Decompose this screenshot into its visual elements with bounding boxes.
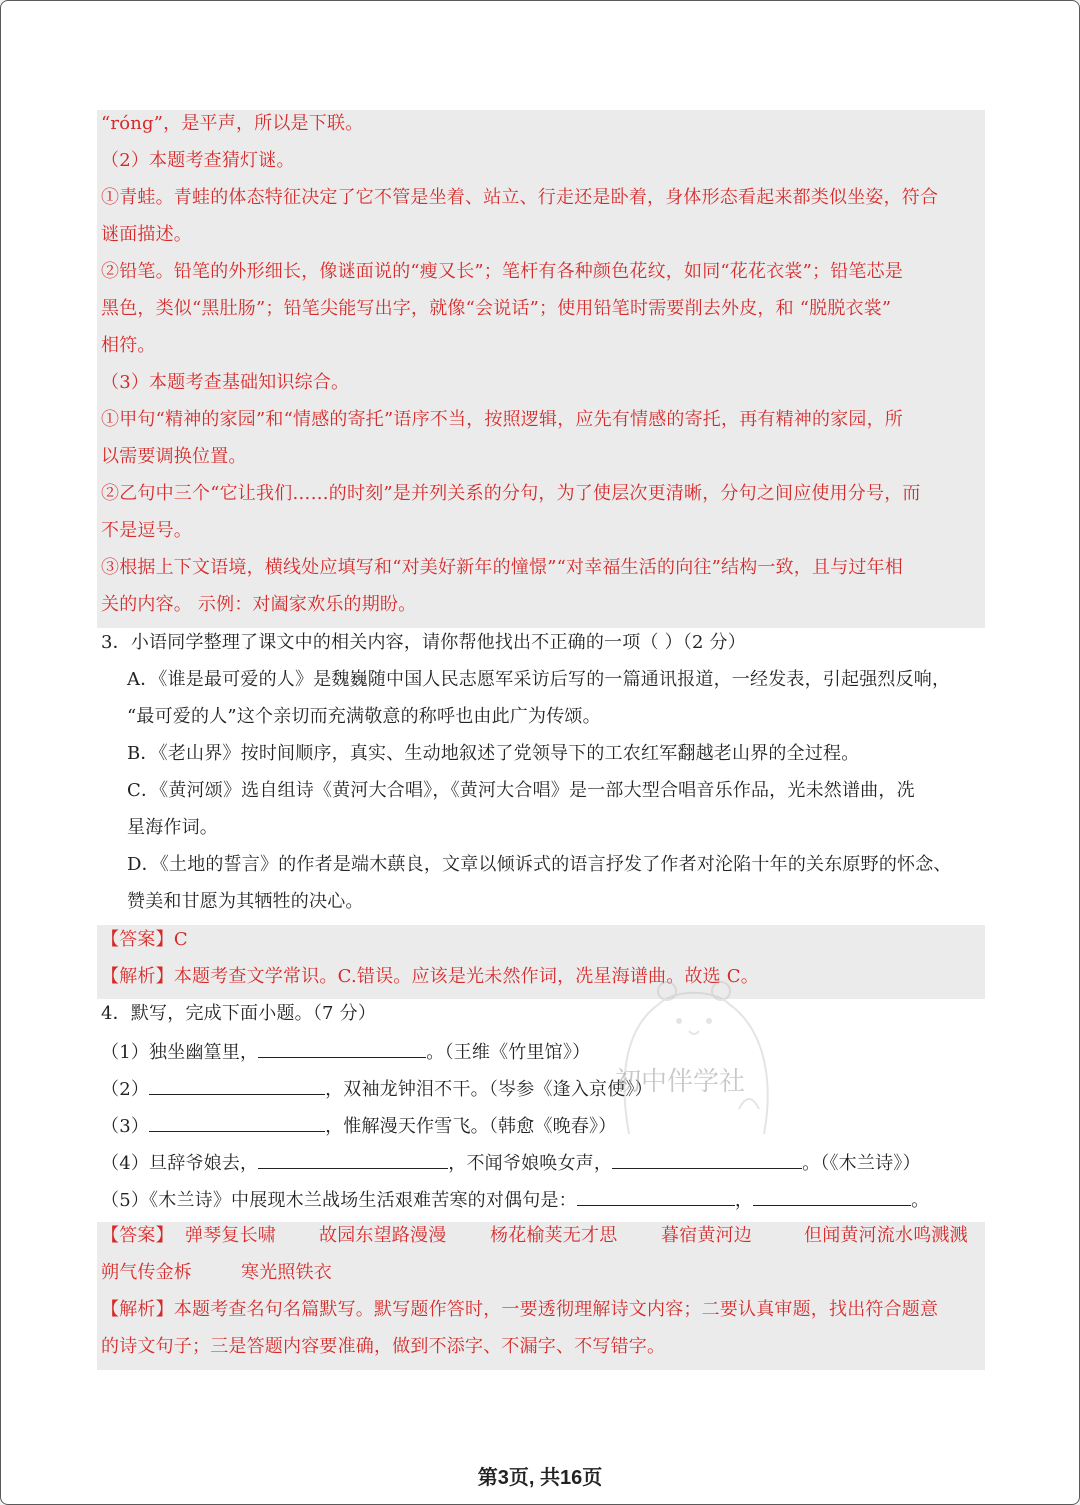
analysis-line: “róng”，是平声，所以是下联。 bbox=[101, 113, 364, 134]
watermark-text: 初中伴学社 bbox=[615, 1067, 746, 1097]
answer-value: 弹琴复长啸 bbox=[185, 1225, 276, 1246]
question-4-answer-cont bbox=[101, 1261, 332, 1285]
dictation-item-3 bbox=[101, 1113, 616, 1139]
item-middle: ，不闻爷娘唤女声， bbox=[448, 1153, 613, 1174]
analysis-line: （3）本题考查基础知识综合。 bbox=[101, 372, 350, 393]
question-4-analysis-cont: 的诗文句子；三是答题内容要准确，做到不添字、不漏字、不写错字。 bbox=[101, 1336, 666, 1357]
analysis-line: ③根据上下文语境，横线处应填写和“对美好新年的憧憬”“对幸福生活的向往”结构一致，且与过年相 bbox=[101, 557, 904, 578]
analysis-line: 谜面描述。 bbox=[101, 224, 192, 245]
fill-blank[interactable] bbox=[258, 1150, 448, 1169]
item-suffix: 。 bbox=[911, 1190, 930, 1211]
fill-blank[interactable] bbox=[258, 1039, 426, 1058]
analysis-line: ②乙句中三个“它让我们……的时刻”是并列关系的分句，为了使层次更清晰，分句之间应使用分号，而 bbox=[101, 483, 921, 504]
analysis-line: 以需要调换位置。 bbox=[101, 446, 247, 467]
dictation-item-2 bbox=[101, 1076, 653, 1102]
question-3-option: “最可爱的人”这个亲切而充满敬意的称呼也由此广为传颂。 bbox=[127, 706, 601, 727]
answer-value: C bbox=[173, 929, 188, 950]
question-3-option: D．《土地的誓言》的作者是端木蕻良，文章以倾诉式的语言抒发了作者对沦陷十年的关东原野的怀念、 bbox=[127, 854, 952, 875]
question-3-option: 赞美和甘愿为其牺牲的决心。 bbox=[127, 891, 364, 912]
answer-value: 朔气传金柝 bbox=[101, 1262, 192, 1283]
answer-tag: 【答案】 bbox=[101, 1225, 174, 1246]
answer-value: 但闻黄河流水鸣溅溅 bbox=[804, 1225, 968, 1246]
question-3-option: 星海作词。 bbox=[127, 817, 218, 838]
fill-blank[interactable] bbox=[149, 1113, 325, 1132]
question-3-option: C．《黄河颂》选自组诗《黄河大合唱》，《黄河大合唱》是一部大型合唱音乐作品，光未然谱曲，冼 bbox=[127, 780, 915, 801]
analysis-line: ②铅笔。铅笔的外形细长，像谜面说的“瘦又长”；笔杆有各种颜色花纹，如同“花花衣裳”；铅笔芯是 bbox=[101, 261, 904, 282]
dictation-item-4 bbox=[101, 1150, 921, 1176]
analysis-line: （2）本题考查猜灯谜。 bbox=[101, 150, 295, 171]
fill-blank[interactable] bbox=[753, 1187, 911, 1206]
analysis-text: 本题考查名句名篇默写。默写题作答时，一要透彻理解诗文内容；二要认真审题，找出符合题意 bbox=[173, 1299, 939, 1320]
page-number-footer: 第3页, 共16页 bbox=[477, 1467, 603, 1489]
question-4-stem: 4．默写，完成下面小题。（7 分） bbox=[101, 1003, 377, 1024]
dictation-item-1 bbox=[101, 1039, 590, 1065]
item-prefix: （1）独坐幽篁里， bbox=[101, 1042, 259, 1063]
analysis-line: 不是逗号。 bbox=[101, 520, 192, 541]
fill-blank[interactable] bbox=[612, 1150, 802, 1169]
dictation-item-5 bbox=[101, 1187, 929, 1213]
item-prefix: （2） bbox=[101, 1079, 150, 1100]
analysis-line: ①青蛙。青蛙的体态特征决定了它不管是坐着、站立、行走还是卧着，身体形态看起来都类似坐姿，符合 bbox=[101, 187, 939, 208]
analysis-line: 相符。 bbox=[101, 335, 156, 356]
question-4-analysis bbox=[101, 1298, 938, 1322]
question-3-stem: 3．小语同学整理了课文中的相关内容，请你帮他找出不正确的一项（ ）（2 分） bbox=[101, 632, 746, 653]
item-middle: ， bbox=[734, 1190, 754, 1211]
fill-blank[interactable] bbox=[577, 1187, 735, 1206]
question-4-answer bbox=[101, 1224, 968, 1248]
answer-value: 杨花榆荚无才思 bbox=[490, 1225, 618, 1246]
item-prefix: （4）旦辞爷娘去， bbox=[101, 1153, 259, 1174]
answer-tag: 【答案】 bbox=[101, 929, 174, 950]
item-prefix: （3） bbox=[101, 1116, 150, 1137]
analysis-line: 黑色，类似“黑肚肠”；铅笔尖能写出字，就像“会说话”；使用铅笔时需要削去外皮，和 “脱脱衣裳” bbox=[101, 298, 892, 319]
answer-value: 寒光照铁衣 bbox=[241, 1262, 332, 1283]
item-prefix: （5）《木兰诗》中展现木兰战场生活艰难苦寒的对偶句是： bbox=[101, 1190, 577, 1211]
analysis-line: 关的内容。 示例：对阖家欢乐的期盼。 bbox=[101, 594, 417, 615]
answer-value: 故园东望路漫漫 bbox=[319, 1225, 447, 1246]
question-3-option: A．《谁是最可爱的人》是魏巍随中国人民志愿军采访后写的一篇通讯报道，一经发表，引起强烈反响， bbox=[127, 669, 951, 690]
item-suffix: ，双袖龙钟泪不干。（岑参《逢入京使》） bbox=[325, 1079, 653, 1100]
fill-blank[interactable] bbox=[149, 1076, 325, 1095]
analysis-text: 本题考查文学常识。C.错误。应该是光未然作词，冼星海谱曲。故选 C。 bbox=[173, 966, 759, 987]
bear-watermark-icon bbox=[589, 969, 799, 1139]
analysis-tag: 【解析】 bbox=[101, 1299, 174, 1320]
item-suffix: 。（《木兰诗》） bbox=[802, 1153, 921, 1174]
analysis-tag: 【解析】 bbox=[101, 966, 174, 987]
item-suffix: ，惟解漫天作雪飞。（韩愈《晚春》） bbox=[325, 1116, 617, 1137]
question-3-option: B．《老山界》按时间顺序，真实、生动地叙述了党领导下的工农红军翻越老山界的全过程。 bbox=[127, 743, 860, 764]
answer-value: 暮宿黄河边 bbox=[661, 1225, 752, 1246]
question-3-answer bbox=[101, 928, 188, 952]
item-suffix: 。（王维《竹里馆》） bbox=[426, 1042, 591, 1063]
analysis-line: ①甲句“精神的家园”和“情感的寄托”语序不当，按照逻辑，应先有情感的寄托，再有精神的家园，所 bbox=[101, 409, 904, 430]
